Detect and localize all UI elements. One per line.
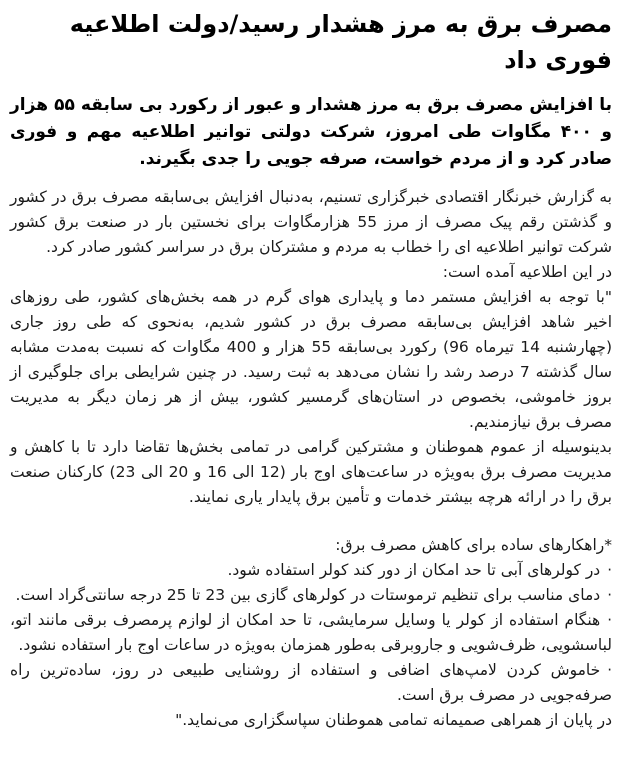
list-item [10, 558, 612, 583]
tip-text: هنگام استفاده از کولر یا وسایل سرمایشی، تا حد امکان از لوازم پرمصرف برقی مانند اتو، لباسشویی، ظرف‌شویی و جاروبرقی به‌طور همزمان به‌ویژه در ساعات اوج بار استفاده نشود. [10, 611, 612, 654]
article-title: مصرف برق به مرز هشدار رسید/دولت اطلاعیه فوری داد [69, 10, 612, 74]
tip-text: دمای مناسب برای تنظیم ترموستات در کولرهای گازی بین 23 تا 25 درجه سانتی‌گراد است. [15, 586, 601, 604]
bullet-icon: · [607, 586, 612, 604]
list-item [10, 658, 612, 708]
tips-heading: *راهکارهای ساده برای کاهش مصرف برق: [335, 536, 612, 554]
bullet-icon: · [607, 661, 612, 679]
body-paragraph: در این اطلاعیه آمده است: [442, 263, 612, 281]
list-item [10, 608, 612, 658]
closing-line: در پایان از همراهی صمیمانه تمامی هموطنان سپاسگزاری می‌نماید." [175, 711, 612, 729]
body-paragraph: به گزارش خبرنگار اقتصادی خبرگزاری تسنیم، به‌دنبال افزایش بی‌سابقه مصرف برق در کشور و گذشتن رقم پیک مصرف از مرز 55 هزارمگاوات برای نخستین بار در صنعت برق کشور شرکت توانیر اطلاعیه ای را خطاب به مردم و مشترکان برق در سراسر کشور صادر کرد. [10, 188, 613, 256]
list-item [10, 583, 612, 608]
body-paragraph: "با توجه به افزایش مستمر دما و پایداری هوای گرم در همه بخش‌های کشور، طی روزهای اخیر شاهد افزایش بی‌سابقه مصرف برق در کشور شدیم، به‌نحوی که طی روز جاری (چهارشنبه 14 تیرماه 96) رکورد بی‌سابقه 55 هزار و 400 مگاوات که نسبت به‌مدت مشابه سال گذشته 7 درصد رشد را نشان می‌دهد به ثبت رسید. در چنین شرایطی برای جلوگیری از بروز خاموشی، بخصوص در استان‌های گرمسیر کشور، بیش از هر زمان دیگر به مدیریت مصرف برق نیازمندیم. [10, 288, 612, 431]
tips-list [10, 558, 612, 708]
tip-text: خاموش کردن لامپ‌های اضافی و استفاده از روشنایی طبیعی در روز، ساده‌ترین راه صرفه‌جویی در مصرف برق است. [10, 661, 612, 704]
body-paragraph: بدینوسیله از عموم هموطنان و مشترکین گرامی در تمامی بخش‌ها تقاضا دارد تا با کاهش و مدیریت مصرف برق به‌ویژه در ساعت‌های اوج بار (12 الی 16 و 20 الی 23) کارکنان صنعت برق را در ارائه هرچه بیشتر خدمات و تأمین برق پایدار یاری نمایند. [10, 438, 612, 506]
bullet-icon: · [607, 561, 612, 579]
tip-text: در کولرهای آبی تا حد امکان از دور کند کولر استفاده شود. [227, 561, 601, 579]
bullet-icon: · [607, 611, 612, 629]
article-body [10, 185, 612, 510]
article-lead: با افزایش مصرف برق به مرز هشدار و عبور از رکورد بی سابقه ۵۵ هزار و ۴۰۰ مگاوات طی امروز، شرکت دولتی توانیر اطلاعیه مهم و فوری صادر کرد و از مردم خواست، صرفه جویی را جدی بگیرند. [10, 95, 613, 169]
